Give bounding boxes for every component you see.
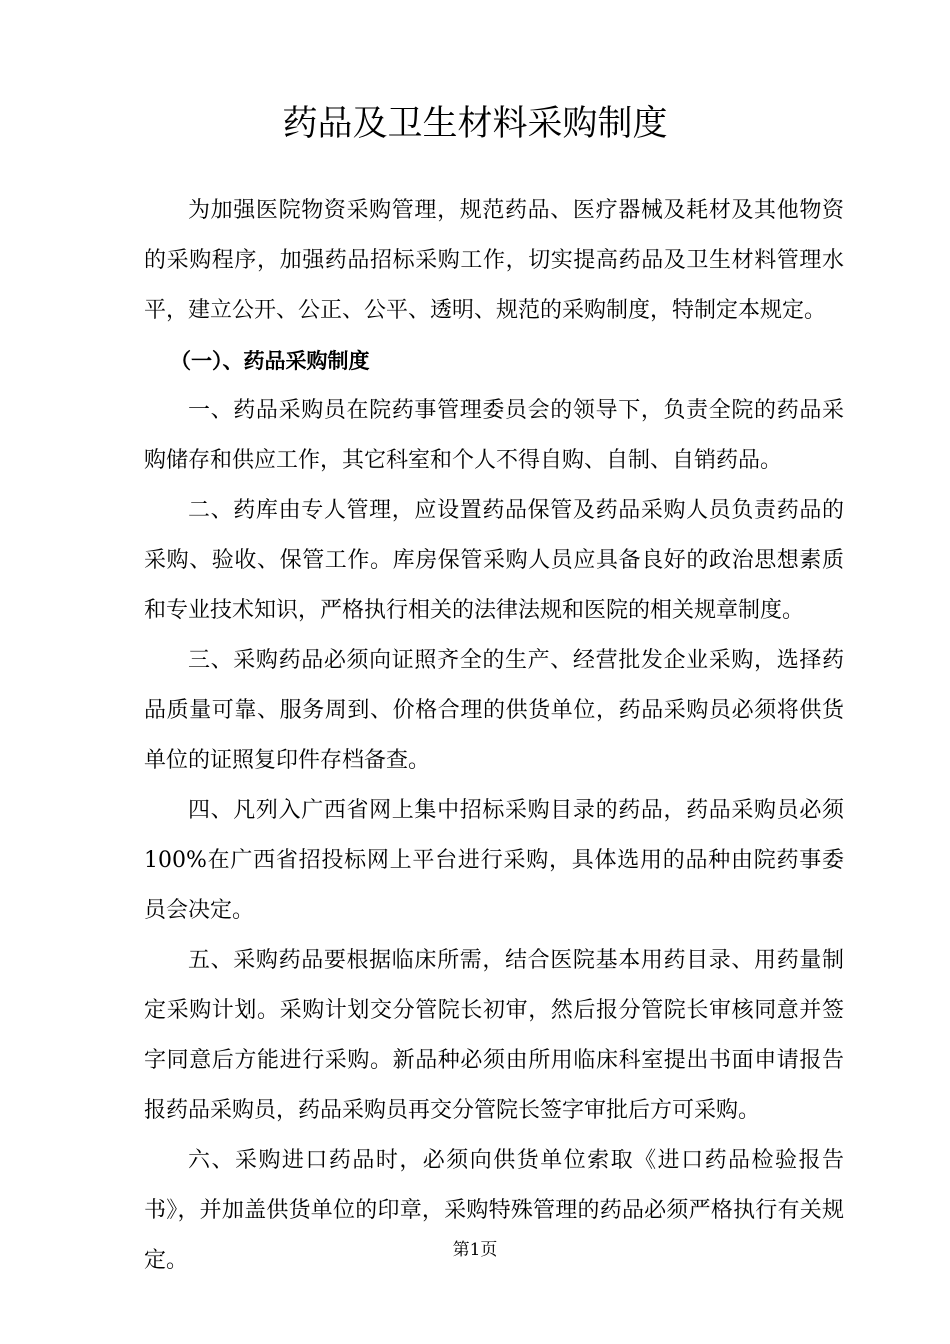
paragraph-3: 三、采购药品必须向证照齐全的生产、经营批发企业采购，选择药品质量可靠、服务周到、价格合理的供货单位，药品采购员必须将供货单位的证照复印件存档备查。 (144, 648, 844, 773)
document-title: 药品及卫生材料采购制度 (282, 104, 668, 144)
paragraph-6: 六、采购进口药品时，必须向供货单位索取《进口药品检验报告书》，并加盖供货单位的印章，采购特殊管理的药品必须严格执行有关规定。 (144, 1148, 844, 1273)
paragraph-4: 四、凡列入广西省网上集中招标采购目录的药品，药品采购员必须100%在广西省招投标网上平台进行采购，具体选用的品种由院药事委员会决定。 (144, 798, 844, 923)
document-body (144, 186, 844, 1286)
page-number: 第1页 (452, 1240, 498, 1260)
paragraph-5: 五、采购药品要根据临床所需，结合医院基本用药目录、用药量制定采购计划。采购计划交分管院长初审，然后报分管院长审核同意并签字同意后方能进行采购。新品种必须由所用临床科室提出书面申请报告报药品采购员，药品采购员再交分管院长签字审批后方可采购。 (144, 948, 844, 1123)
section-heading: （一）、药品采购制度 (170, 349, 370, 373)
paragraph-1: 一、药品采购员在院药事管理委员会的领导下，负责全院的药品采购储存和供应工作，其它科室和个人不得自购、自制、自销药品。 (144, 398, 844, 473)
paragraph-2: 二、药库由专人管理，应设置药品保管及药品采购人员负责药品的采购、验收、保管工作。库房保管采购人员应具备良好的政治思想素质和专业技术知识，严格执行相关的法律法规和医院的相关规章制度。 (144, 498, 844, 623)
intro-paragraph: 为加强医院物资采购管理，规范药品、医疗器械及耗材及其他物资的采购程序，加强药品招标采购工作，切实提高药品及卫生材料管理水平，建立公开、公正、公平、透明、规范的采购制度，特制定本规定。 (144, 198, 844, 323)
